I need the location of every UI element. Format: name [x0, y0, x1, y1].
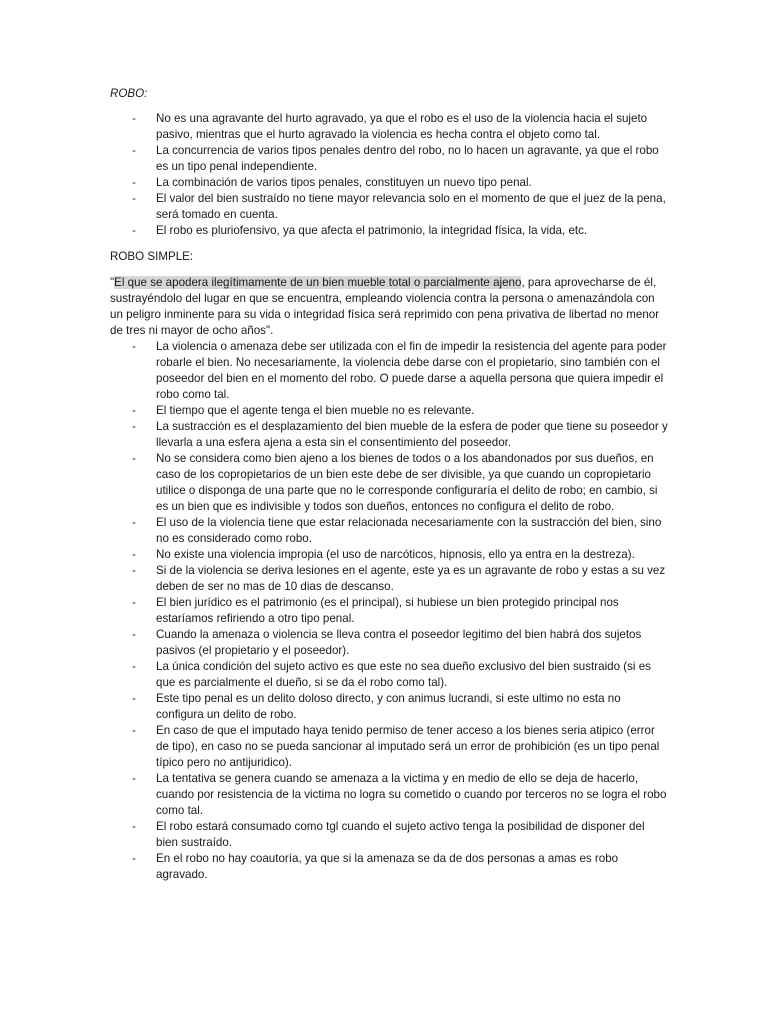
list-item-text: La concurrencia de varios tipos penales dentro del robo, no lo hacen un agravante, ya que el robo es un tipo penal independiente. — [156, 144, 659, 173]
list-item — [110, 191, 668, 223]
dash-bullet: - — [132, 224, 136, 237]
dash-bullet: - — [132, 404, 136, 417]
list-item — [110, 595, 668, 627]
dash-bullet: - — [132, 452, 136, 465]
list-item-text: El valor del bien sustraído no tiene mayor relevancia solo en el momento de que el juez de la pena, será tomado en cuenta. — [156, 192, 666, 221]
list-item — [110, 691, 668, 723]
dash-bullet: - — [132, 660, 136, 673]
list-item-text: No es una agravante del hurto agravado, ya que el robo es el uso de la violencia hacia el sujeto pasivo, mientras que el hurto agravado la violencia es hecha contra el objeto como tal. — [156, 112, 648, 141]
list-item-text: En el robo no hay coautoría, ya que si la amenaza se da de dos personas a amas es robo agravado. — [156, 852, 619, 881]
list-item-text: El robo es pluriofensivo, ya que afecta el patrimonio, la integridad física, la vida, etc. — [156, 224, 588, 237]
robo-simple-points-list — [110, 339, 668, 883]
list-item — [110, 851, 668, 883]
dash-bullet: - — [132, 772, 136, 785]
list-item — [110, 627, 668, 659]
dash-bullet: - — [132, 820, 136, 833]
list-item-text: No se considera como bien ajeno a los bienes de todos o a los abandonados por sus dueños, en caso de los copropietarios de un bien este debe de ser divisible, ya que cuando un copropietario utilice o disponga de una parte que no le corresponde configuraría el delito de robo; en cambio, si es un bien que es indivisible y todos son dueños, entonces no configura el delito de robo. — [156, 452, 658, 513]
dash-bullet: - — [132, 144, 136, 157]
dash-bullet: - — [132, 176, 136, 189]
definition-rest: , para aprovecharse de él, sustrayéndolo del lugar en que se encuentra, empleando violencia contra la persona o amenazándola con un peligro inminente para su vida o integridad física será reprimido con pena privativa de libertad no menor de tres ni mayor de ocho años". — [110, 276, 660, 337]
list-item-text: En caso de que el imputado haya tenido permiso de tener acceso a los bienes seria atipico (error de tipo), en caso no se pueda sancionar al imputado será un error de prohibición (es un tipo penal típico pero no antijuridico). — [156, 724, 660, 769]
list-item-text: La tentativa se genera cuando se amenaza a la victima y en medio de ello se deja de hacerlo, cuando por resistencia de la victima no logra su cometido o cuando por terceros no se logra el robo como tal. — [156, 772, 667, 817]
dash-bullet: - — [132, 340, 136, 353]
list-item-text: El uso de la violencia tiene que estar relacionada necesariamente con la sustracción del bien, sino no es considerado como robo. — [156, 516, 662, 545]
list-item-text: La sustracción es el desplazamiento del bien mueble de la esfera de poder que tiene su poseedor y llevarla a una esfera ajena a esta sin el consentimiento del poseedor. — [156, 420, 668, 449]
list-item — [110, 451, 668, 515]
list-item — [110, 723, 668, 771]
list-item — [110, 819, 668, 851]
section-heading-robo-simple: ROBO SIMPLE: — [110, 250, 194, 263]
list-item-text: El bien jurídico es el patrimonio (es el principal), si hubiese un bien protegido principal nos estaríamos refiriendo a otro tipo penal. — [156, 596, 619, 625]
list-item — [110, 659, 668, 691]
list-item — [110, 771, 668, 819]
list-item — [110, 419, 668, 451]
dash-bullet: - — [132, 192, 136, 205]
list-item — [110, 175, 668, 191]
list-item-text: La violencia o amenaza debe ser utilizada con el fin de impedir la resistencia del agente para poder robarle el bien. No necesariamente, la violencia debe darse con el propietario, sino también con el poseedor del bien en el momento del robo. O puede darse a aquella persona que quiera impedir el robo como tal. — [156, 340, 667, 401]
list-item — [110, 223, 668, 239]
dash-bullet: - — [132, 516, 136, 529]
dash-bullet: - — [132, 548, 136, 561]
list-item — [110, 339, 668, 403]
list-item-text: Este tipo penal es un delito doloso directo, y con animus lucrandi, si este ultimo no esta no configura un delito de robo. — [156, 692, 621, 721]
dash-bullet: - — [132, 724, 136, 737]
dash-bullet: - — [132, 420, 136, 433]
section-heading-robo: ROBO: — [110, 87, 148, 100]
dash-bullet: - — [132, 596, 136, 609]
list-item — [110, 403, 668, 419]
highlighted-text: El que se apodera ilegítimamente de un bien mueble total o parcialmente ajeno — [114, 276, 522, 289]
list-item — [110, 515, 668, 547]
list-item-text: La única condición del sujeto activo es que este no sea dueño exclusivo del bien sustraido (si es que es parcialmente el dueño, si se da el robo como tal). — [156, 660, 651, 689]
dash-bullet: - — [132, 564, 136, 577]
legal-definition-paragraph — [110, 275, 668, 339]
list-item-text: La combinación de varios tipos penales, constituyen un nuevo tipo penal. — [156, 176, 532, 189]
list-item-text: Cuando la amenaza o violencia se lleva contra el poseedor legitimo del bien habrá dos sujetos pasivos (el propietario y el poseedor). — [156, 628, 642, 657]
dash-bullet: - — [132, 112, 136, 125]
open-quote: " — [110, 276, 115, 289]
dash-bullet: - — [132, 692, 136, 705]
robo-points-list — [110, 111, 668, 239]
list-item — [110, 563, 668, 595]
list-item — [110, 111, 668, 143]
list-item-text: No existe una violencia impropia (el uso de narcóticos, hipnosis, ello ya entra en la destreza). — [156, 548, 635, 561]
list-item — [110, 547, 668, 563]
list-item-text: Si de la violencia se deriva lesiones en el agente, este ya es un agravante de robo y estas a su vez deben de ser no mas de 10 dias de descanso. — [156, 564, 666, 593]
list-item-text: El tiempo que el agente tenga el bien mueble no es relevante. — [156, 404, 475, 417]
list-item-text: El robo estará consumado como tgl cuando el sujeto activo tenga la posibilidad de disponer del bien sustraído. — [156, 820, 645, 849]
list-item — [110, 143, 668, 175]
dash-bullet: - — [132, 628, 136, 641]
dash-bullet: - — [132, 852, 136, 865]
